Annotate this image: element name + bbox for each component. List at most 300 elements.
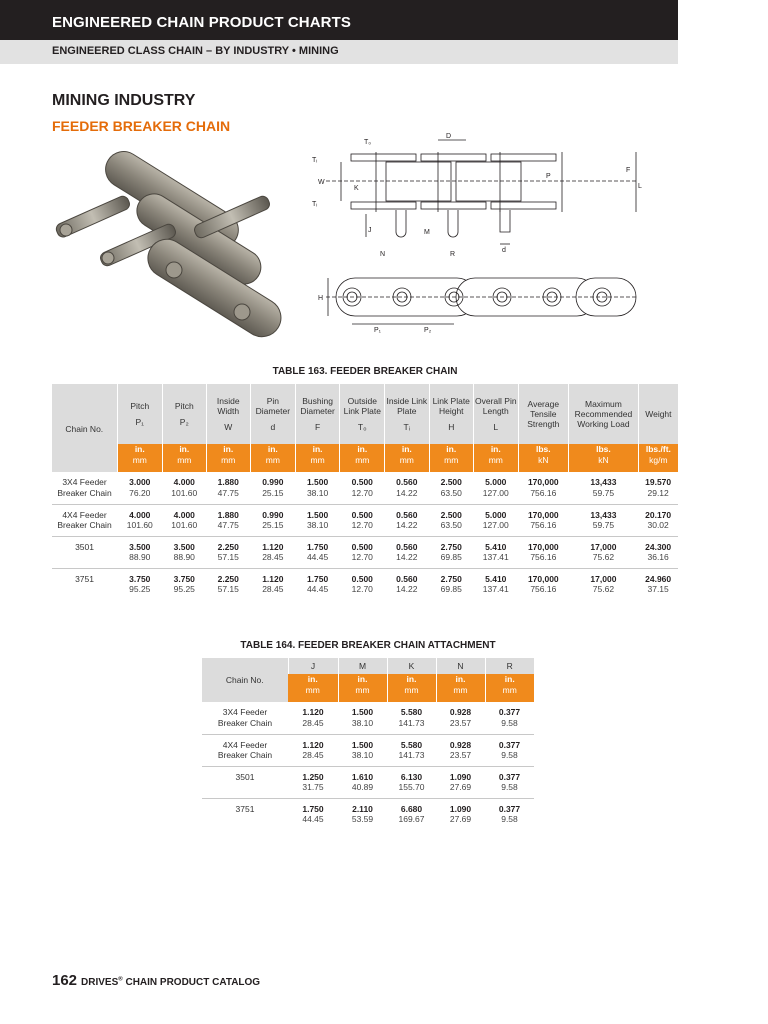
value-inch: 1.750 [306,541,329,552]
table163 [52,384,678,600]
value-cell [638,472,678,504]
table-row [52,536,678,568]
column-header [385,384,429,444]
value-cell [288,766,338,798]
label-w: W [318,179,325,186]
unit-primary: lbs. [596,444,611,454]
value-inch: 0.990 [262,477,284,487]
unit-cell [385,444,429,472]
value-metric: 30.02 [647,520,669,531]
column-symbol: H [448,422,455,433]
value-cell [485,766,534,798]
value-cell [163,536,207,568]
unit-cell [436,674,485,702]
value-inch: 1.120 [302,707,324,717]
unit-secondary: mm [132,454,147,465]
value-metric: 57.15 [217,584,239,595]
table164-caption: TABLE 164. FEEDER BREAKER CHAIN ATTACHMENT [240,640,496,651]
value-cell [117,568,162,600]
column-header [474,384,519,444]
unit-cell [295,444,340,472]
unit-secondary: mm [453,684,468,695]
value-cell [288,702,338,734]
unit-cell [288,674,338,702]
value-cell [250,536,295,568]
value-inch: 2.750 [440,573,462,584]
value-cell [474,568,519,600]
chain-name-cell [52,504,117,536]
column-header [52,384,117,444]
value-inch: 1.500 [306,509,329,520]
value-cell [474,472,519,504]
value-inch: 5.580 [400,707,423,717]
value-cell [385,568,429,600]
value-inch: 4.000 [129,509,151,520]
value-metric: 14.22 [396,520,418,531]
value-cell [638,568,678,600]
value-inch: 2.110 [352,803,373,814]
value-metric: 101.60 [126,520,153,531]
value-inch: 6.680 [400,803,423,814]
value-metric: 137.41 [482,552,509,563]
value-inch: 3.750 [173,573,195,584]
value-cell [436,734,485,766]
value-inch: 3.500 [129,541,151,552]
value-metric: 169.67 [398,814,425,825]
value-cell [436,798,485,830]
value-cell [206,536,250,568]
unit-primary: in. [446,444,457,454]
column-symbol: W [224,422,233,433]
unit-primary: lbs./ft. [645,444,671,454]
value-metric: 88.90 [129,552,151,563]
value-metric: 95.25 [173,584,195,595]
value-cell [638,504,678,536]
value-inch: 5.000 [485,477,507,487]
value-inch: 0.377 [498,739,521,750]
value-inch: 1.750 [306,573,329,584]
unit-secondary: mm [177,454,192,465]
value-metric: 12.70 [351,520,373,531]
column-symbol: T₀ [357,422,367,433]
value-cell [387,766,436,798]
value-cell [250,472,295,504]
value-metric: 59.75 [592,520,615,531]
value-metric: 59.75 [592,487,615,498]
table163-caption: TABLE 163. FEEDER BREAKER CHAIN [272,366,458,377]
value-inch: 5.410 [485,541,507,552]
value-cell [250,568,295,600]
table-row [52,568,678,600]
value-metric: 9.58 [501,717,518,728]
value-cell [163,568,207,600]
label-l: L [638,183,642,190]
value-cell [117,472,162,504]
chain-photo [42,150,314,340]
value-metric: 756.16 [530,520,557,531]
value-metric: 44.45 [306,584,329,595]
value-inch: 5.410 [485,573,507,584]
column-header [250,384,295,444]
value-metric: 88.90 [173,552,195,563]
value-cell [474,504,519,536]
unit-cell [250,444,295,472]
value-metric: 28.45 [262,552,284,563]
value-inch: 17,000 [590,541,617,552]
value-cell [429,536,473,568]
label-p1: P₁ [374,327,382,334]
value-inch: 17,000 [590,573,617,584]
unit-secondary: kN [598,454,609,465]
value-inch: 1.090 [449,771,472,782]
column-header [163,384,207,444]
value-cell [295,568,340,600]
value-metric: 23.57 [449,717,472,728]
footer-catalog: CHAIN PRODUCT CATALOG [125,977,261,988]
value-cell [387,702,436,734]
value-cell [117,504,162,536]
chain-name-cell [202,734,288,766]
column-header-label: Pin Diameter [255,395,291,416]
value-cell [518,472,569,504]
chain-name-cell [202,702,288,734]
chain-name-cell [52,568,117,600]
label-p2: P₂ [424,327,432,334]
value-inch: 1.120 [302,739,324,750]
value-metric: 756.16 [530,584,557,595]
value-cell [385,504,429,536]
value-inch: 0.377 [498,707,521,717]
value-metric: 47.75 [217,520,239,531]
value-cell [385,536,429,568]
column-header [638,384,678,444]
value-inch: 6.130 [400,771,423,782]
unit-primary: in. [223,444,234,454]
unit-secondary: kg/m [649,454,668,465]
unit-primary: in. [455,674,466,684]
column-header-label: Bushing Diameter [300,395,335,416]
value-metric: 63.50 [440,487,462,498]
value-inch: 170,000 [527,477,559,487]
value-inch: 4.000 [173,509,195,520]
value-metric: 9.58 [501,782,518,793]
value-cell [295,536,340,568]
value-inch: 2.750 [440,541,462,552]
value-inch: 13,433 [590,477,617,487]
value-cell [569,536,639,568]
value-metric: 44.45 [302,814,324,825]
value-inch: 0.377 [498,771,521,782]
chain-name-cell [202,798,288,830]
value-inch: 0.928 [449,739,472,750]
column-symbol: L [493,422,499,433]
value-metric: 38.10 [306,520,329,531]
value-cell [340,536,385,568]
unit-primary: in. [179,444,190,454]
unit-primary: in. [401,444,412,454]
units-spacer [52,444,117,472]
value-inch: 5.000 [485,509,507,520]
value-inch: 1.500 [306,477,329,487]
value-metric: 127.00 [482,487,509,498]
value-metric: 75.62 [592,584,615,595]
value-inch: 24.960 [645,573,672,584]
column-header: K [387,658,436,674]
column-symbol: Tᵢ [403,422,411,433]
value-inch: 1.500 [351,707,374,717]
unit-primary: in. [312,444,323,454]
value-metric: 47.75 [217,487,239,498]
value-metric: 29.12 [647,487,669,498]
value-metric: 27.69 [449,814,472,825]
column-header [569,384,639,444]
value-cell [163,504,207,536]
unit-primary: in. [406,674,417,684]
value-cell [338,766,387,798]
value-inch: 2.500 [440,509,462,520]
value-cell [295,472,340,504]
value-cell [485,702,534,734]
unit-secondary: mm [355,454,370,465]
value-inch: 3.500 [173,541,195,552]
value-metric: 40.89 [351,782,374,793]
value-cell [429,568,473,600]
value-cell [429,504,473,536]
label-f: F [626,167,631,174]
value-inch: 3.750 [129,573,151,584]
page-heading: MINING INDUSTRY [52,92,196,109]
value-cell [569,472,639,504]
chain-name: 4X4 Feeder [222,739,268,750]
unit-primary: in. [134,444,145,454]
value-inch: 1.750 [302,803,324,814]
value-metric: 37.15 [647,584,669,595]
unit-cell [638,444,678,472]
value-inch: 1.250 [302,771,324,782]
value-cell [340,504,385,536]
unit-cell [340,444,385,472]
value-metric: 12.70 [351,552,373,563]
value-metric: 28.45 [302,717,324,728]
value-inch: 1.610 [351,771,374,782]
value-metric: 141.73 [398,717,425,728]
table-row [202,766,534,798]
column-symbol: P₁ [135,417,145,427]
value-cell [569,568,639,600]
value-metric: 9.58 [501,750,518,761]
value-cell [518,536,569,568]
unit-primary: in. [357,444,368,454]
value-cell [387,798,436,830]
unit-secondary: mm [310,454,325,465]
sub-header-bar [0,40,678,64]
unit-primary: in. [357,674,368,684]
value-metric: 38.10 [306,487,329,498]
column-symbol: d [270,422,276,433]
value-metric: 14.22 [396,487,418,498]
value-cell [288,734,338,766]
value-cell [295,504,340,536]
unit-secondary: mm [444,454,459,465]
value-cell [338,734,387,766]
page-footer [52,972,260,989]
unit-cell [569,444,639,472]
chain-name-cell [52,472,117,504]
column-header-label: Inside Width [216,395,240,416]
column-header: Chain No. [202,658,288,702]
value-metric: 137.41 [482,584,509,595]
chain-name-cell [202,766,288,798]
unit-primary: in. [490,444,501,454]
chain-name: Breaker Chain [57,487,112,498]
value-inch: 170,000 [527,541,559,552]
unit-secondary: mm [355,684,370,695]
value-metric: 63.50 [440,520,462,531]
value-metric: 101.60 [171,520,198,531]
value-cell [474,536,519,568]
column-header: R [485,658,534,674]
header-subtitle: ENGINEERED CLASS CHAIN – BY INDUSTRY • MINING [52,45,339,57]
value-metric: 31.75 [302,782,324,793]
value-cell [569,504,639,536]
unit-primary: in. [504,674,515,684]
value-metric: 36.16 [647,552,669,563]
value-inch: 13,433 [590,509,617,520]
chain-name: 4X4 Feeder [62,509,107,520]
column-header-label: Inside Link Plate [386,395,428,416]
value-cell [117,536,162,568]
chain-name: 3501 [75,541,94,552]
chain-name: 3X4 Feeder [62,477,107,487]
value-cell [485,798,534,830]
value-metric: 38.10 [351,717,374,728]
label-to: T₀ [364,139,372,146]
value-metric: 53.59 [351,814,374,825]
value-inch: 170,000 [527,573,559,584]
column-header-label: Overall Pin Length [474,395,517,416]
table-row [52,504,678,536]
value-inch: 0.500 [351,573,373,584]
label-ti-bot: Tᵢ [312,201,318,208]
value-cell [429,472,473,504]
label-d-upper: D [446,133,452,140]
column-symbol: F [314,422,321,433]
value-cell [340,568,385,600]
column-header-label: Pitch [174,400,194,411]
value-inch: 24.300 [645,541,672,552]
value-cell [250,504,295,536]
value-metric: 155.70 [398,782,425,793]
value-cell [206,504,250,536]
label-p: P [546,173,551,180]
label-m: M [424,229,430,236]
value-inch: 3.000 [129,477,151,487]
unit-secondary: mm [399,454,414,465]
label-h: H [318,295,324,302]
value-cell [387,734,436,766]
value-inch: 1.090 [449,803,472,814]
value-metric: 69.85 [440,584,462,595]
value-metric: 27.69 [449,782,472,793]
column-header: N [436,658,485,674]
table-row [202,798,534,830]
value-inch: 2.250 [217,573,239,584]
unit-cell [387,674,436,702]
value-inch: 0.560 [396,573,418,584]
column-header-label: Weight [645,408,672,419]
value-metric: 756.16 [530,487,557,498]
value-inch: 170,000 [527,509,559,520]
label-ti-top: Tᵢ [312,157,318,164]
value-metric: 75.62 [592,552,615,563]
chain-name-cell [52,536,117,568]
value-inch: 0.560 [396,509,418,520]
column-header [206,384,250,444]
label-d-lower: d [502,247,506,254]
value-inch: 2.250 [217,541,239,552]
footer-brand: DRIVES [81,977,119,988]
value-cell [436,702,485,734]
value-metric: 23.57 [449,750,472,761]
value-inch: 5.580 [400,739,423,750]
value-cell [206,568,250,600]
chain-dimension-drawing [306,132,646,342]
unit-cell [485,674,534,702]
value-cell [436,766,485,798]
value-metric: 95.25 [129,584,151,595]
value-inch: 0.928 [449,707,472,717]
value-metric: 69.85 [440,552,462,563]
column-header-label: Chain No. [65,423,104,434]
value-metric: 14.22 [396,584,418,595]
value-metric: 57.15 [217,552,239,563]
value-inch: 1.880 [217,477,239,487]
unit-cell [163,444,207,472]
unit-secondary: mm [305,684,320,695]
column-header [340,384,385,444]
column-header-label: Average Tensile Strength [527,398,560,430]
value-inch: 0.560 [396,541,418,552]
value-inch: 0.560 [396,477,418,487]
value-inch: 1.120 [262,573,284,584]
column-header [295,384,340,444]
value-metric: 28.45 [262,584,284,595]
value-metric: 12.70 [351,584,373,595]
unit-cell [429,444,473,472]
header-title: ENGINEERED CHAIN PRODUCT CHARTS [52,14,351,31]
table-row [52,472,678,504]
value-metric: 38.10 [351,750,374,761]
value-inch: 19.570 [645,477,672,487]
value-cell [385,472,429,504]
chain-name: Breaker Chain [217,750,273,761]
label-r: R [450,251,456,258]
column-header: J [288,658,338,674]
column-header-label: Link Plate Height [432,395,470,416]
unit-primary: in. [267,444,278,454]
value-cell [288,798,338,830]
value-cell [340,472,385,504]
label-k: K [354,185,359,192]
value-inch: 1.500 [351,739,374,750]
value-inch: 1.120 [262,541,284,552]
chain-name: Breaker Chain [57,520,112,531]
unit-secondary: mm [265,454,280,465]
value-metric: 25.15 [262,487,284,498]
chain-name: 3751 [75,573,94,584]
unit-secondary: mm [488,454,503,465]
chain-name: 3X4 Feeder [222,707,268,717]
